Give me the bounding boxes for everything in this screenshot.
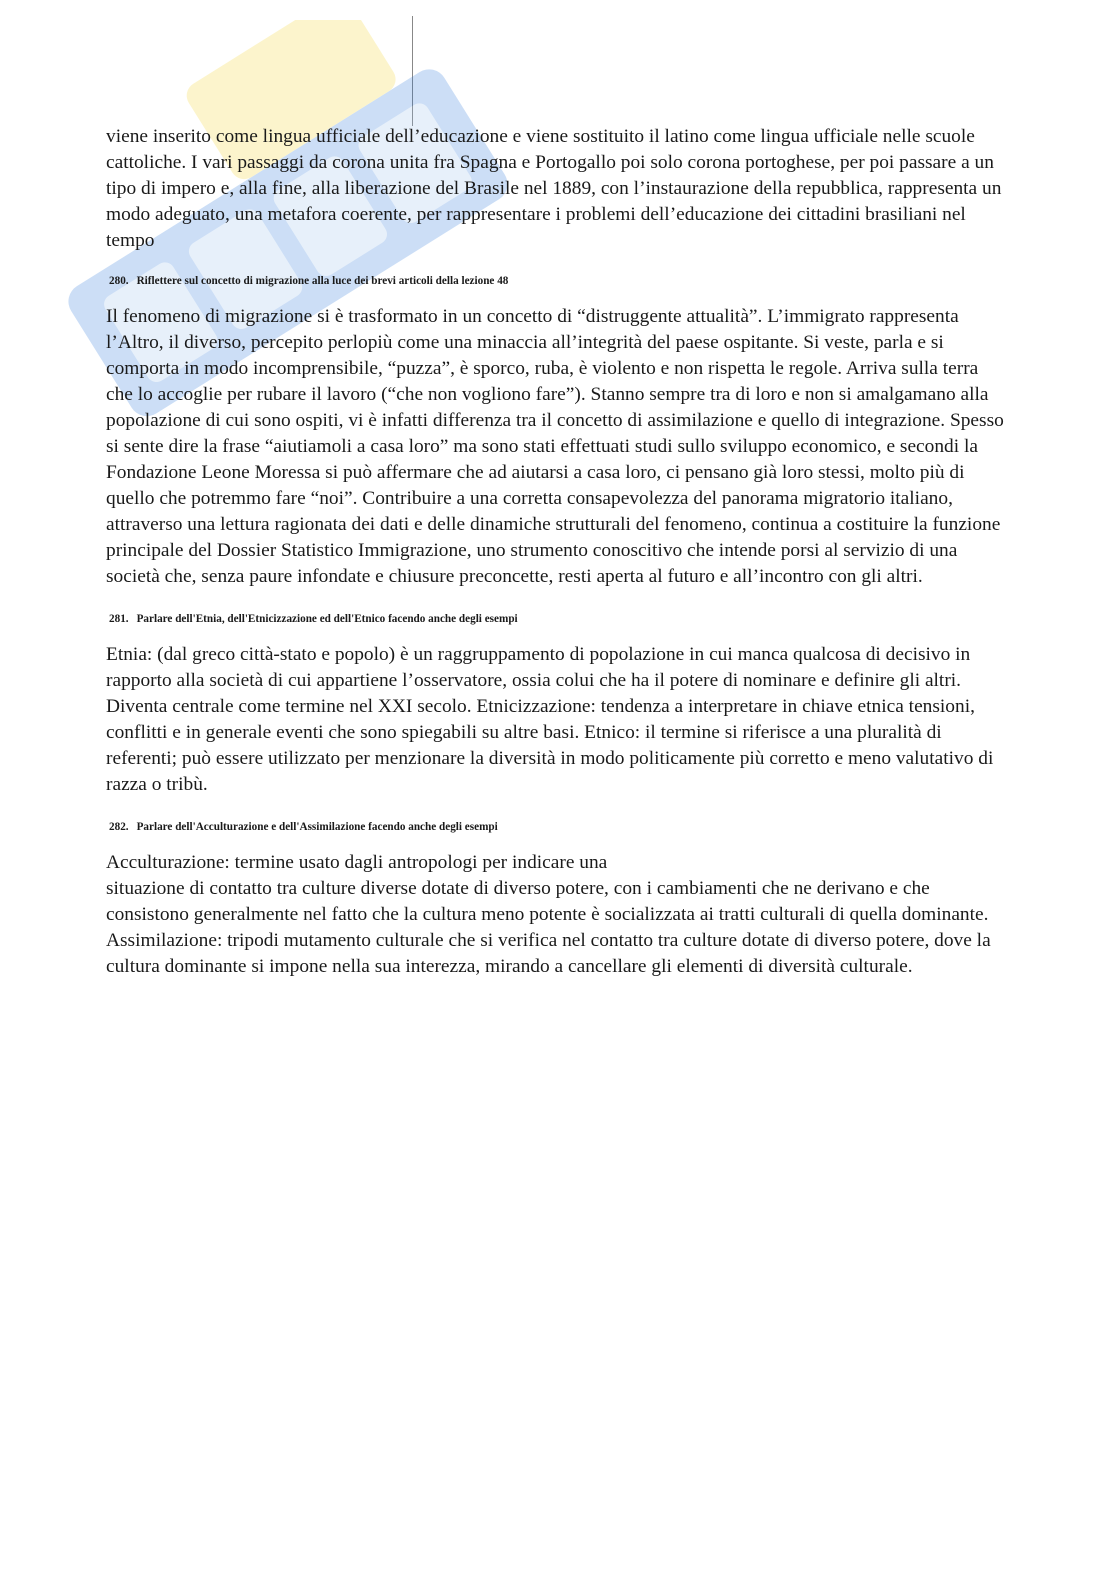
section-body-282-line-3: Assimilazione: tripodi mutamento culturale che si verifica nel contatto tra culture dotate di diverso potere, dove la cultura dominante si impone nella sua interezza, mirando a cancellare gli elementi di diversità culturale. (106, 930, 991, 977)
section-heading-280 (106, 274, 1006, 288)
section-heading-281 (106, 612, 1006, 626)
top-rule (412, 16, 413, 126)
section-title: Riflettere sul concetto di migrazione alla luce dei brevi articoli della lezione 48 (136, 275, 509, 287)
section-number: 280. (109, 275, 129, 287)
section-body-282-line-1: Acculturazione: termine usato dagli antropologi per indicare una (106, 852, 608, 873)
section-number: 282. (109, 821, 129, 833)
section-body-280: Il fenomeno di migrazione si è trasformato in un concetto di “distruggente attualità”. L’immigrato rappresenta l’Altro, il diverso, percepito perlopiù come una minaccia all’integrità del paese ospitante. Si veste, parla e si comporta in modo incomprensibile, “puzza”, è sporco, ruba, è violento e non rispetta le regole. Arriva sulla terra che lo accoglie per rubare il lavoro (“che non vogliono fare”). Stanno sempre tra di loro e non si amalgamano alla popolazione di cui sono ospiti, vi è infatti differenza tra il concetto di assimilazione e quello di integrazione. Spesso si sente dire la frase “aiutiamoli a casa loro” ma sono stati effettuati studi sullo sviluppo economico, e secondi la Fondazione Leone Moressa si può affermare che ad aiutarsi a casa loro, ci pensano già loro stessi, molto più di quello che potremmo fare “noi”. Contribuire a una corretta consapevolezza del panorama migratorio italiano, attraverso una lettura ragionata dei dati e delle dinamiche strutturali del fenomeno, continua a costituire la funzione principale del Dossier Statistico Immigrazione, uno strumento conoscitivo che intende porsi al servizio di una società che, senza paure infondate e chiusure preconcette, resti aperta al futuro e all’incontro con gli altri. (106, 306, 1004, 587)
section-body-281: Etnia: (dal greco città-stato e popolo) è un raggruppamento di popolazione in cui manca qualcosa di decisivo in rapporto alla società di cui appartiene l’osservatore, ossia colui che ha il potere di nominare e definire gli altri. Diventa centrale come termine nel XXI secolo. Etnicizzazione: tendenza a interpretare in chiave etnica tensioni, conflitti e in generale eventi che sono spiegabili su altre basi. Etnico: il termine si riferisce a una pluralità di referenti; può essere utilizzato per menzionare la diversità in modo politicamente più corretto e meno valutativo di razza o tribù. (106, 644, 994, 795)
section-number: 281. (109, 613, 129, 625)
section-body-282-line-2: situazione di contatto tra culture diverse dotate di diverso potere, con i cambiamenti che ne derivano e che consistono generalmente nel fatto che la cultura meno potente è socializzata ai tratti culturali di quella dominante. (106, 878, 989, 925)
document-page (106, 124, 1006, 980)
intro-paragraph: viene inserito come lingua ufficiale dell’educazione e viene sostituito il latino come lingua ufficiale nelle scuole cattoliche. I vari passaggi da corona unita fra Spagna e Portogallo poi solo corona portoghese, per poi passare a un tipo di impero e, alla fine, alla liberazione del Brasile nel 1889, con l’instaurazione della repubblica, rappresenta un modo adeguato, una metafora coerente, per rappresentare i problemi dell’educazione dei cittadini brasiliani nel tempo (106, 126, 1002, 251)
section-heading-282 (106, 820, 1006, 834)
section-title: Parlare dell'Acculturazione e dell'Assimilazione facendo anche degli esempi (136, 821, 498, 833)
section-title: Parlare dell'Etnia, dell'Etnicizzazione ed dell'Etnico facendo anche degli esempi (136, 613, 518, 625)
